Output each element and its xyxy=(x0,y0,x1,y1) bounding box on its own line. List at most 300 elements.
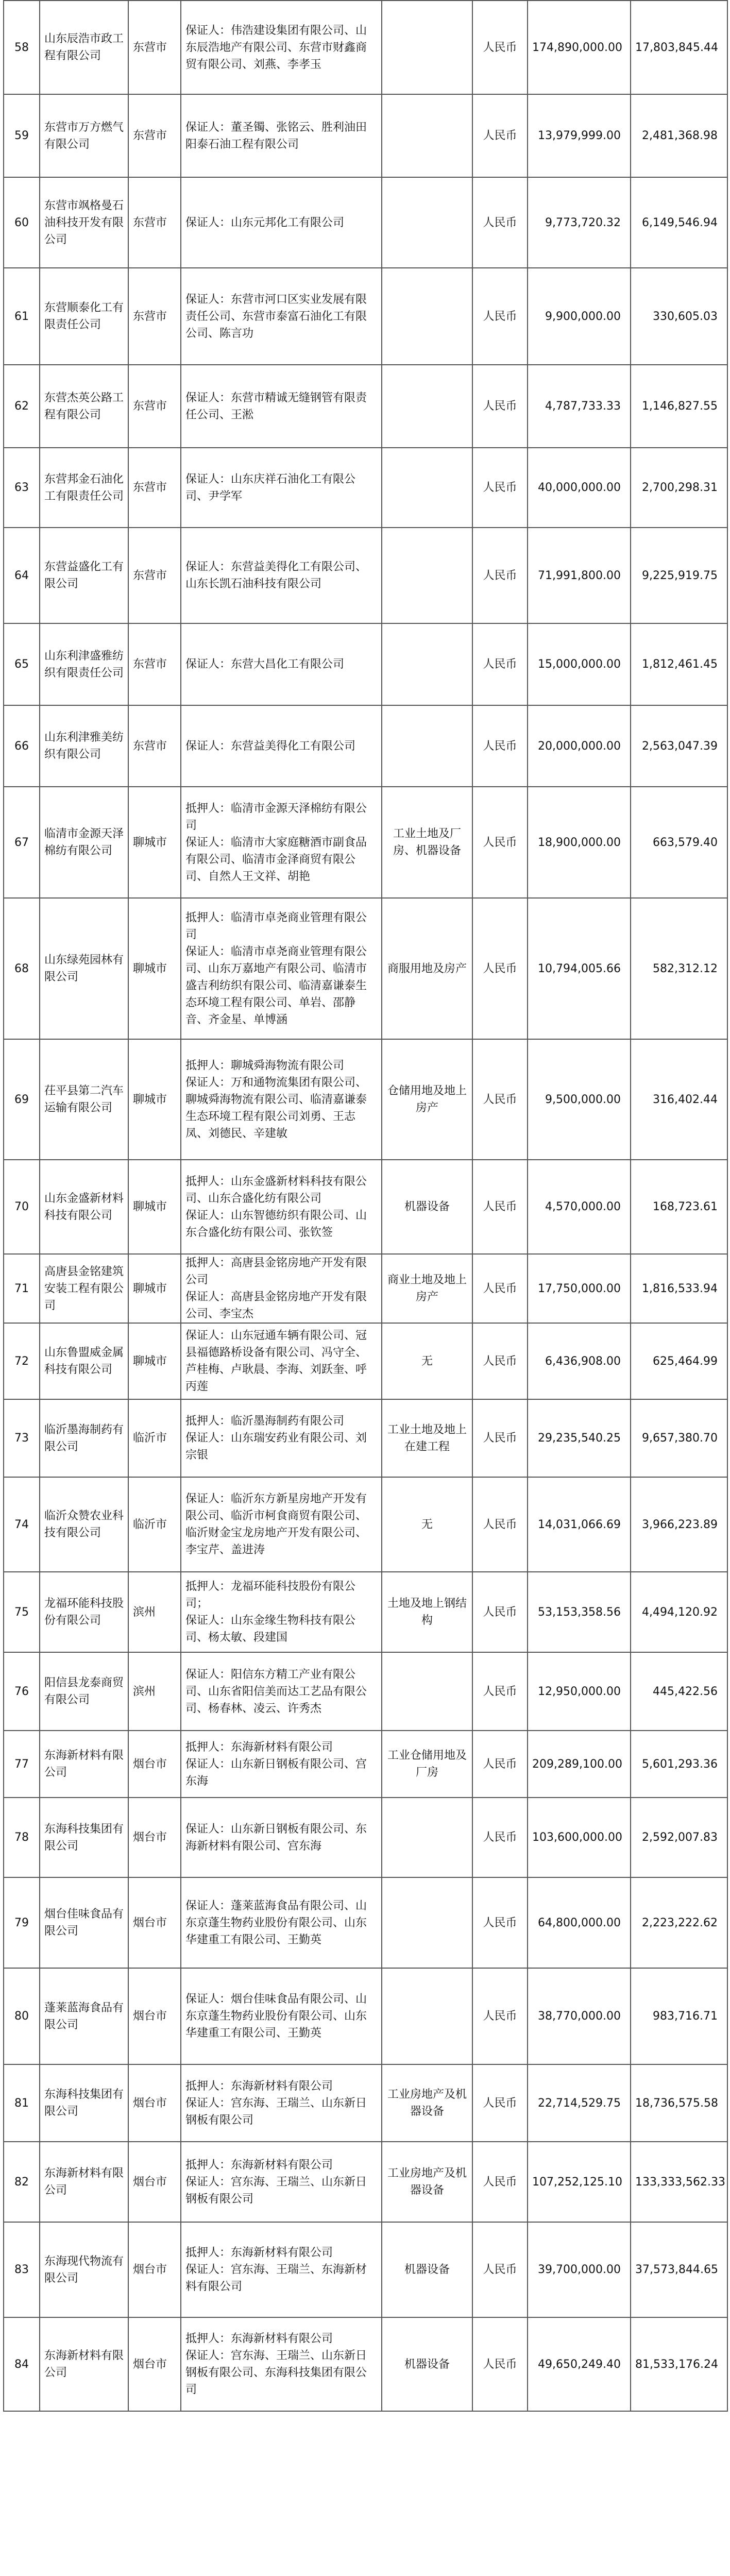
collateral-type-cell xyxy=(382,448,472,528)
collateral-type-cell xyxy=(382,528,472,623)
loan-amount-text: 4,570,000.00 xyxy=(545,1200,621,1213)
currency-cell xyxy=(472,1731,528,1798)
city-text: 烟台市 xyxy=(133,2358,167,2371)
loan-amount-text: 64,800,000.00 xyxy=(538,1916,621,1929)
currency-text: 人民币 xyxy=(483,41,517,54)
row-number-text: 70 xyxy=(14,1200,29,1213)
row-number-text: 62 xyxy=(14,400,29,413)
currency-text: 人民币 xyxy=(483,2263,517,2276)
borrower-name-cell xyxy=(40,1039,128,1160)
row-number-cell xyxy=(4,1968,40,2064)
loan-amount-cell xyxy=(528,787,631,898)
outstanding-balance-cell xyxy=(631,177,727,268)
table-row xyxy=(4,1,727,94)
loan-amount-text: 9,773,720.32 xyxy=(545,216,621,229)
row-number-text: 84 xyxy=(14,2358,29,2371)
city-text: 滨州 xyxy=(133,1685,156,1698)
currency-text: 人民币 xyxy=(483,1282,517,1295)
currency-cell xyxy=(472,268,528,365)
currency-text: 人民币 xyxy=(483,216,517,229)
loan-schedule-page xyxy=(3,0,727,2412)
currency-cell xyxy=(472,787,528,898)
guarantee-details-cell xyxy=(181,1254,382,1323)
loan-amount-text: 9,900,000.00 xyxy=(545,310,621,323)
loan-amount-text: 15,000,000.00 xyxy=(538,658,621,671)
city-text: 临沂市 xyxy=(133,1518,167,1531)
outstanding-balance-text: 133,333,562.33 xyxy=(635,2175,725,2189)
guarantee-details-line: 抵押人：东海新材料有限公司 xyxy=(185,2332,333,2345)
guarantee-details-cell xyxy=(181,365,382,448)
outstanding-balance-text: 1,812,461.45 xyxy=(642,658,718,671)
row-number-cell xyxy=(4,528,40,623)
city-cell xyxy=(128,1323,181,1399)
collateral-type-cell xyxy=(382,2142,472,2222)
city-cell xyxy=(128,623,181,705)
guarantee-details-text: 保证人：董圣镯、张铭云、胜利油田阳泰石油工程有限公司 xyxy=(185,121,367,151)
loan-amount-cell xyxy=(528,705,631,787)
outstanding-balance-cell xyxy=(631,2142,727,2222)
collateral-type-cell xyxy=(382,1731,472,1798)
collateral-type-cell xyxy=(382,623,472,705)
borrower-name-cell xyxy=(40,2222,128,2317)
loan-amount-text: 29,235,540.25 xyxy=(538,1432,621,1445)
city-text: 聊城市 xyxy=(133,1282,167,1295)
table-row xyxy=(4,1572,727,1652)
borrower-name-text: 茌平县第二汽车运输有限公司 xyxy=(44,1084,124,1114)
loan-amount-text: 14,031,066.69 xyxy=(538,1518,621,1531)
outstanding-balance-text: 17,803,845.44 xyxy=(635,41,718,54)
table-row xyxy=(4,1477,727,1572)
currency-text: 人民币 xyxy=(483,2175,517,2189)
city-cell xyxy=(128,1,181,94)
outstanding-balance-text: 2,592,007.83 xyxy=(642,1831,718,1844)
row-number-text: 69 xyxy=(14,1093,29,1106)
table-row xyxy=(4,2317,727,2411)
borrower-name-cell xyxy=(40,1731,128,1798)
city-text: 聊城市 xyxy=(133,1093,167,1106)
collateral-type-text: 机器设备 xyxy=(404,2358,450,2371)
borrower-name-text: 临沂众赞农业科技有限公司 xyxy=(44,1510,124,1539)
loan-amount-text: 40,000,000.00 xyxy=(538,481,621,494)
row-number-text: 81 xyxy=(14,2096,29,2110)
loan-amount-cell xyxy=(528,1323,631,1399)
borrower-name-text: 东海新材料有限公司 xyxy=(44,1749,124,1779)
city-cell xyxy=(128,448,181,528)
row-number-cell xyxy=(4,1477,40,1572)
guarantee-details-text: 保证人：伟浩建设集团有限公司、山东辰浩地产有限公司、东营市财鑫商贸有限公司、刘燕、李孝玉 xyxy=(185,24,367,71)
table-row xyxy=(4,1323,727,1399)
guarantee-details-line: 保证人：万和通物流集团有限公司、聊城舜海物流有限公司、临清嘉谦泰生态环境工程有限公司刘勇、王志凤、刘德民、辛建敏 xyxy=(185,1076,367,1140)
borrower-name-cell xyxy=(40,2317,128,2411)
guarantee-details-cell xyxy=(181,1477,382,1572)
collateral-type-cell xyxy=(382,1039,472,1160)
currency-text: 人民币 xyxy=(483,129,517,142)
currency-text: 人民币 xyxy=(483,2010,517,2023)
table-row xyxy=(4,2142,727,2222)
loan-amount-cell xyxy=(528,1039,631,1160)
outstanding-balance-text: 2,700,298.31 xyxy=(642,481,718,494)
guarantee-details-cell xyxy=(181,1731,382,1798)
row-number-text: 72 xyxy=(14,1354,29,1368)
borrower-name-text: 山东绿苑园林有限公司 xyxy=(44,954,124,984)
guarantee-details-cell xyxy=(181,2222,382,2317)
collateral-type-text: 商业土地及地上房产 xyxy=(387,1274,467,1303)
collateral-type-cell xyxy=(382,787,472,898)
currency-cell xyxy=(472,1877,528,1968)
currency-text: 人民币 xyxy=(483,739,517,753)
borrower-name-cell xyxy=(40,1399,128,1477)
table-row xyxy=(4,268,727,365)
row-number-cell xyxy=(4,365,40,448)
loan-amount-text: 22,714,529.75 xyxy=(538,2096,621,2110)
guarantee-details-line: 抵押人：临清市卓尧商业管理有限公司 xyxy=(185,911,367,941)
city-cell xyxy=(128,1254,181,1323)
collateral-type-cell xyxy=(382,177,472,268)
loan-amount-cell xyxy=(528,1254,631,1323)
guarantee-details-line: 抵押人：东海新材料有限公司 xyxy=(185,2079,333,2093)
city-text: 烟台市 xyxy=(133,2263,167,2276)
currency-cell xyxy=(472,2142,528,2222)
row-number-cell xyxy=(4,1039,40,1160)
loan-amount-text: 9,500,000.00 xyxy=(545,1093,621,1106)
borrower-name-text: 东营顺泰化工有限责任公司 xyxy=(44,301,124,331)
loan-amount-text: 174,890,000.00 xyxy=(532,41,622,54)
loan-amount-cell xyxy=(528,365,631,448)
table-row xyxy=(4,1968,727,2064)
currency-text: 人民币 xyxy=(483,481,517,494)
guarantee-details-line: 保证人：宫东海、王瑞兰、东海新材料有限公司 xyxy=(185,2263,367,2293)
city-text: 烟台市 xyxy=(133,2096,167,2110)
row-number-cell xyxy=(4,2317,40,2411)
outstanding-balance-cell xyxy=(631,94,727,177)
outstanding-balance-cell xyxy=(631,268,727,365)
collateral-type-cell xyxy=(382,1160,472,1254)
city-cell xyxy=(128,2142,181,2222)
row-number-text: 58 xyxy=(14,41,29,54)
city-text: 东营市 xyxy=(133,310,167,323)
city-cell xyxy=(128,1039,181,1160)
currency-text: 人民币 xyxy=(483,1432,517,1445)
city-cell xyxy=(128,2317,181,2411)
collateral-type-cell xyxy=(382,94,472,177)
outstanding-balance-text: 6,149,546.94 xyxy=(642,216,718,229)
currency-text: 人民币 xyxy=(483,1831,517,1844)
guarantee-details-cell xyxy=(181,705,382,787)
row-number-text: 67 xyxy=(14,836,29,849)
outstanding-balance-text: 4,494,120.92 xyxy=(642,1605,718,1619)
table-row xyxy=(4,705,727,787)
collateral-type-cell xyxy=(382,898,472,1039)
loan-amount-text: 209,289,100.00 xyxy=(532,1757,622,1771)
loan-amount-cell xyxy=(528,2317,631,2411)
guarantee-details-cell xyxy=(181,268,382,365)
collateral-type-cell xyxy=(382,705,472,787)
borrower-name-text: 阳信县龙泰商贸有限公司 xyxy=(44,1676,124,1706)
row-number-text: 66 xyxy=(14,739,29,753)
city-text: 滨州 xyxy=(133,1605,156,1619)
row-number-text: 64 xyxy=(14,569,29,582)
borrower-name-text: 龙福环能科技股份有限公司 xyxy=(44,1597,124,1627)
row-number-text: 63 xyxy=(14,481,29,494)
currency-cell xyxy=(472,177,528,268)
collateral-type-text: 仓储用地及地上房产 xyxy=(387,1084,467,1114)
outstanding-balance-text: 2,223,222.62 xyxy=(642,1916,718,1929)
guarantee-details-line: 抵押人：东海新材料有限公司 xyxy=(185,2158,333,2172)
outstanding-balance-text: 9,657,380.70 xyxy=(642,1432,718,1445)
collateral-type-text: 机器设备 xyxy=(404,1200,450,1213)
guarantee-details-line: 抵押人：高唐县金铭房地产开发有限公司 xyxy=(185,1257,367,1286)
city-text: 东营市 xyxy=(133,400,167,413)
collateral-type-text: 商服用地及房产 xyxy=(387,962,467,975)
outstanding-balance-cell xyxy=(631,1039,727,1160)
row-number-cell xyxy=(4,1731,40,1798)
city-cell xyxy=(128,1160,181,1254)
currency-text: 人民币 xyxy=(483,310,517,323)
guarantee-details-cell xyxy=(181,1798,382,1877)
row-number-cell xyxy=(4,177,40,268)
guarantee-details-cell xyxy=(181,177,382,268)
city-text: 烟台市 xyxy=(133,2175,167,2189)
outstanding-balance-cell xyxy=(631,1731,727,1798)
currency-cell xyxy=(472,94,528,177)
borrower-name-text: 临清市金源天泽棉纺有限公司 xyxy=(44,827,124,857)
guarantee-details-line: 抵押人：聊城舜海物流有限公司 xyxy=(185,1059,345,1072)
row-number-cell xyxy=(4,2142,40,2222)
outstanding-balance-text: 3,966,223.89 xyxy=(642,1518,718,1531)
city-text: 东营市 xyxy=(133,129,167,142)
row-number-cell xyxy=(4,1399,40,1477)
borrower-name-cell xyxy=(40,705,128,787)
currency-text: 人民币 xyxy=(483,1685,517,1698)
loan-amount-text: 71,991,800.00 xyxy=(538,569,621,582)
outstanding-balance-text: 18,736,575.58 xyxy=(635,2096,718,2110)
loan-amount-cell xyxy=(528,1652,631,1731)
loan-amount-cell xyxy=(528,1877,631,1968)
borrower-name-cell xyxy=(40,177,128,268)
collateral-type-text: 无 xyxy=(421,1354,433,1368)
collateral-type-cell xyxy=(382,1652,472,1731)
loan-table-body xyxy=(4,1,727,2411)
guarantee-details-line: 抵押人：临清市金源天泽棉纺有限公司 xyxy=(185,802,367,832)
table-row xyxy=(4,2064,727,2142)
borrower-name-cell xyxy=(40,268,128,365)
currency-text: 人民币 xyxy=(483,2358,517,2371)
row-number-text: 73 xyxy=(14,1432,29,1445)
collateral-type-cell xyxy=(382,2222,472,2317)
borrower-name-cell xyxy=(40,2142,128,2222)
row-number-cell xyxy=(4,1877,40,1968)
borrower-name-cell xyxy=(40,1572,128,1652)
currency-cell xyxy=(472,1652,528,1731)
city-text: 烟台市 xyxy=(133,1916,167,1929)
city-text: 东营市 xyxy=(133,481,167,494)
outstanding-balance-text: 2,481,368.98 xyxy=(642,129,718,142)
row-number-text: 75 xyxy=(14,1605,29,1619)
table-row xyxy=(4,2222,727,2317)
table-row xyxy=(4,1731,727,1798)
outstanding-balance-cell xyxy=(631,2064,727,2142)
city-cell xyxy=(128,1968,181,2064)
row-number-cell xyxy=(4,1160,40,1254)
guarantee-details-text: 保证人：山东新日钢板有限公司、东海新材料有限公司、宫东海 xyxy=(185,1822,367,1853)
loan-amount-text: 20,000,000.00 xyxy=(538,739,621,753)
borrower-name-text: 临沂墨海制药有限公司 xyxy=(44,1423,124,1453)
borrower-name-text: 东海新材料有限公司 xyxy=(44,2167,124,2197)
guarantee-details-text: 保证人：山东庆祥石油化工有限公司、尹学军 xyxy=(185,472,356,503)
guarantee-details-cell xyxy=(181,1399,382,1477)
guarantee-details-line: 保证人：高唐县金铭房地产开发有限公司、李宝杰 xyxy=(185,1291,367,1320)
city-text: 聊城市 xyxy=(133,1200,167,1213)
loan-amount-cell xyxy=(528,1798,631,1877)
outstanding-balance-text: 168,723.61 xyxy=(653,1200,718,1213)
outstanding-balance-cell xyxy=(631,787,727,898)
row-number-text: 60 xyxy=(14,216,29,229)
borrower-name-cell xyxy=(40,1652,128,1731)
outstanding-balance-cell xyxy=(631,898,727,1039)
city-cell xyxy=(128,1798,181,1877)
borrower-name-cell xyxy=(40,1477,128,1572)
guarantee-details-cell xyxy=(181,2064,382,2142)
guarantee-details-line: 保证人：宫东海、王瑞兰、山东新日钢板有限公司、东海科技集团有限公司 xyxy=(185,2349,367,2396)
city-cell xyxy=(128,898,181,1039)
table-row xyxy=(4,448,727,528)
borrower-name-text: 东营邦金石油化工有限责任公司 xyxy=(44,472,124,503)
outstanding-balance-text: 663,579.40 xyxy=(653,836,718,849)
guarantee-details-text: 保证人：山东元邦化工有限公司 xyxy=(185,216,345,229)
row-number-cell xyxy=(4,1798,40,1877)
collateral-type-text: 工业房地产及机器设备 xyxy=(387,2088,467,2118)
borrower-name-text: 东营市飒格曼石油科技开发有限公司 xyxy=(44,199,124,246)
outstanding-balance-cell xyxy=(631,1323,727,1399)
currency-text: 人民币 xyxy=(483,1354,517,1368)
borrower-name-cell xyxy=(40,448,128,528)
row-number-cell xyxy=(4,1572,40,1652)
city-text: 东营市 xyxy=(133,41,167,54)
guarantee-details-cell xyxy=(181,1572,382,1652)
borrower-name-cell xyxy=(40,365,128,448)
outstanding-balance-text: 2,563,047.39 xyxy=(642,739,718,753)
borrower-name-text: 东营市万方燃气有限公司 xyxy=(44,121,124,151)
borrower-name-text: 山东利津雅美纺织有限公司 xyxy=(44,731,124,761)
loan-table xyxy=(3,0,728,2412)
borrower-name-cell xyxy=(40,1798,128,1877)
currency-cell xyxy=(472,1254,528,1323)
guarantee-details-line: 保证人：宫东海、王瑞兰、山东新日钢板有限公司 xyxy=(185,2096,367,2127)
city-text: 烟台市 xyxy=(133,1757,167,1771)
borrower-name-cell xyxy=(40,1254,128,1323)
borrower-name-cell xyxy=(40,623,128,705)
row-number-text: 74 xyxy=(14,1518,29,1531)
loan-amount-cell xyxy=(528,448,631,528)
guarantee-details-line: 保证人：山东智德纺织有限公司、山东合盛化纺有限公司、张钦签 xyxy=(185,1209,367,1239)
city-text: 东营市 xyxy=(133,216,167,229)
guarantee-details-cell xyxy=(181,528,382,623)
guarantee-details-cell xyxy=(181,787,382,898)
collateral-type-cell xyxy=(382,1399,472,1477)
borrower-name-text: 东营杰英公路工程有限公司 xyxy=(44,391,124,421)
borrower-name-cell xyxy=(40,1,128,94)
row-number-cell xyxy=(4,2222,40,2317)
collateral-type-text: 机器设备 xyxy=(404,2263,450,2276)
collateral-type-cell xyxy=(382,1968,472,2064)
row-number-cell xyxy=(4,1,40,94)
currency-text: 人民币 xyxy=(483,1757,517,1771)
loan-amount-text: 18,900,000.00 xyxy=(538,836,621,849)
table-row xyxy=(4,365,727,448)
row-number-cell xyxy=(4,898,40,1039)
loan-amount-cell xyxy=(528,1968,631,2064)
collateral-type-text: 工业土地及厂房、机器设备 xyxy=(393,827,461,857)
loan-amount-cell xyxy=(528,1,631,94)
collateral-type-text: 工业房地产及机器设备 xyxy=(387,2167,467,2197)
guarantee-details-cell xyxy=(181,2317,382,2411)
guarantee-details-line: 保证人：临清市大家庭糖酒市副食品有限公司、临清市金泽商贸有限公司、自然人王文祥、胡艳 xyxy=(185,836,367,883)
outstanding-balance-cell xyxy=(631,1,727,94)
outstanding-balance-text: 1,146,827.55 xyxy=(642,400,718,413)
loan-amount-cell xyxy=(528,177,631,268)
collateral-type-cell xyxy=(382,2317,472,2411)
currency-cell xyxy=(472,1160,528,1254)
currency-cell xyxy=(472,1399,528,1477)
guarantee-details-line: 保证人：宫东海、王瑞兰、山东新日钢板有限公司 xyxy=(185,2175,367,2206)
city-text: 聊城市 xyxy=(133,1354,167,1368)
borrower-name-text: 东海科技集团有限公司 xyxy=(44,1822,124,1853)
city-cell xyxy=(128,365,181,448)
guarantee-details-text: 保证人：东营市河口区实业发展有限责任公司、东营市泰富石油化工有限公司、陈言功 xyxy=(185,293,367,340)
city-text: 烟台市 xyxy=(133,2010,167,2023)
borrower-name-text: 东海新材料有限公司 xyxy=(44,2349,124,2379)
outstanding-balance-text: 1,816,533.94 xyxy=(642,1282,718,1295)
currency-cell xyxy=(472,2222,528,2317)
loan-amount-text: 107,252,125.10 xyxy=(532,2175,622,2189)
guarantee-details-line: 抵押人：东海新材料有限公司 xyxy=(185,1740,333,1754)
guarantee-details-cell xyxy=(181,1652,382,1731)
loan-amount-text: 12,950,000.00 xyxy=(538,1685,621,1698)
table-row xyxy=(4,528,727,623)
loan-amount-cell xyxy=(528,898,631,1039)
guarantee-details-cell xyxy=(181,448,382,528)
guarantee-details-line: 保证人：山东金缘生物科技有限公司、杨太敏、段建国 xyxy=(185,1614,356,1644)
currency-cell xyxy=(472,1,528,94)
outstanding-balance-text: 445,422.56 xyxy=(653,1685,718,1698)
currency-cell xyxy=(472,1572,528,1652)
city-text: 东营市 xyxy=(133,739,167,753)
borrower-name-cell xyxy=(40,2064,128,2142)
row-number-text: 79 xyxy=(14,1916,29,1929)
currency-text: 人民币 xyxy=(483,1605,517,1619)
borrower-name-cell xyxy=(40,898,128,1039)
guarantee-details-text: 保证人：东营益美得化工有限公司、山东长凯石油科技有限公司 xyxy=(185,561,367,590)
outstanding-balance-text: 582,312.12 xyxy=(653,962,718,975)
outstanding-balance-text: 983,716.71 xyxy=(653,2010,718,2023)
guarantee-details-line: 保证人：山东瑞安药业有限公司、刘宗银 xyxy=(185,1432,367,1462)
borrower-name-text: 山东辰浩市政工程有限公司 xyxy=(44,32,124,62)
borrower-name-cell xyxy=(40,1160,128,1254)
guarantee-details-cell xyxy=(181,1,382,94)
city-text: 烟台市 xyxy=(133,1831,167,1844)
guarantee-details-text: 保证人：东营大昌化工有限公司 xyxy=(185,658,345,671)
currency-text: 人民币 xyxy=(483,400,517,413)
loan-amount-text: 103,600,000.00 xyxy=(532,1831,622,1844)
currency-text: 人民币 xyxy=(483,1093,517,1106)
guarantee-details-text: 保证人：山东冠通车辆有限公司、冠县福德路桥设备有限公司、冯守全、芦桂梅、卢耿晨、李海、刘跃奎、呼丙莲 xyxy=(185,1329,367,1393)
borrower-name-cell xyxy=(40,1877,128,1968)
row-number-cell xyxy=(4,448,40,528)
row-number-cell xyxy=(4,623,40,705)
loan-amount-text: 6,436,908.00 xyxy=(545,1354,621,1368)
collateral-type-cell xyxy=(382,1477,472,1572)
borrower-name-cell xyxy=(40,787,128,898)
